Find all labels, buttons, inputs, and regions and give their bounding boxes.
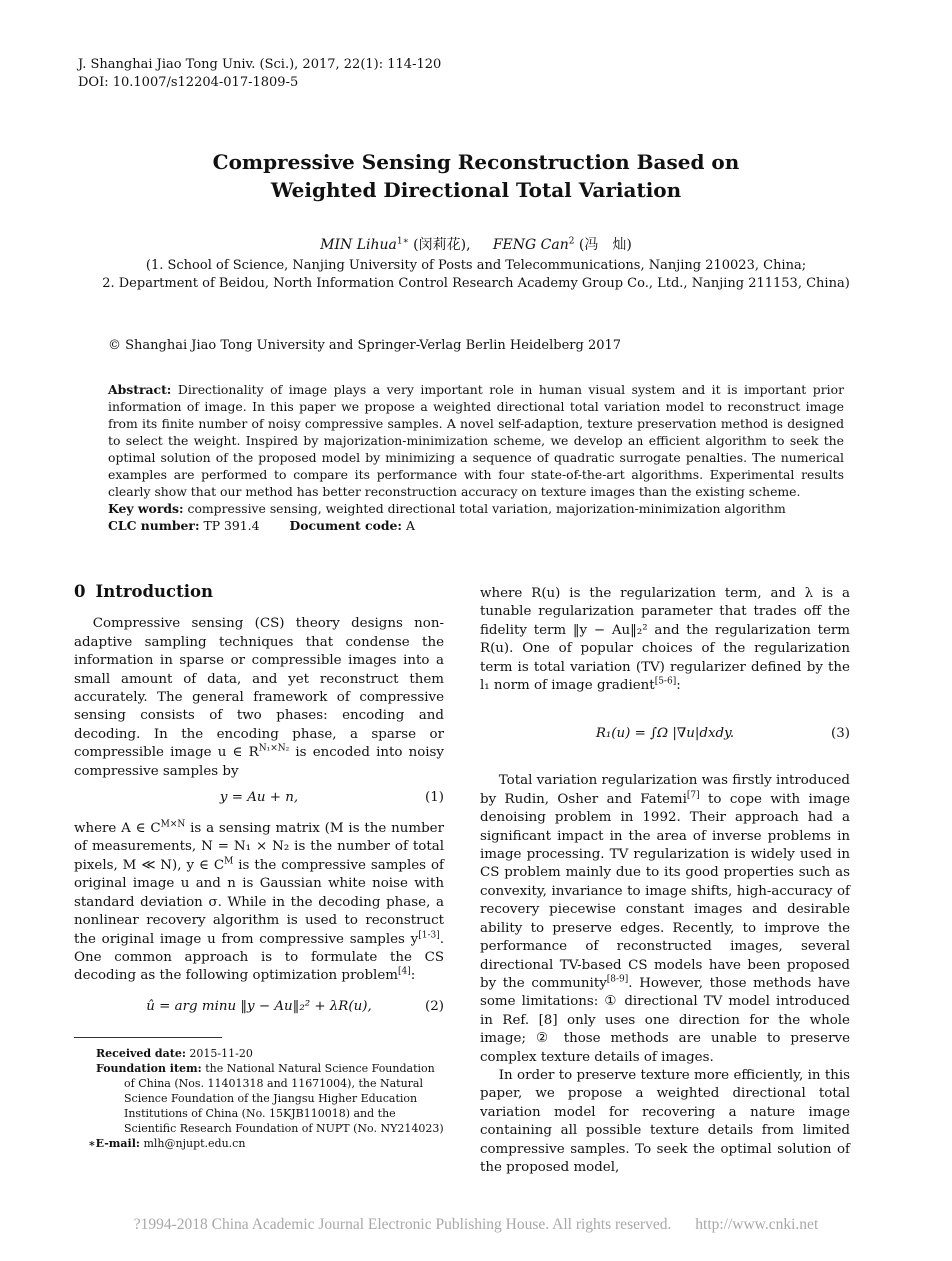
clc-label: CLC number: (108, 518, 200, 533)
author-1-name: MIN Lihua (320, 237, 397, 253)
citation-line: J. Shanghai Jiao Tong Univ. (Sci.), 2017, 22(1): 114-120 (78, 57, 442, 72)
abstract-block (108, 381, 844, 534)
footnotes (88, 1046, 446, 1151)
footer-url[interactable]: http://www.cnki.net (695, 1216, 819, 1233)
author-line (0, 236, 952, 254)
equation-2 (74, 998, 444, 1020)
affiliation-1: (1. School of Science, Nanjing University of Posts and Telecommunications, Nanjing 210023, China; (145, 258, 807, 273)
abstract-label: Abstract: (108, 382, 172, 397)
author-2-sup: 2 (568, 236, 575, 247)
author-2-chinese: (冯 灿) (574, 237, 632, 253)
document-code-label: Document code: (289, 518, 402, 533)
clc-line (108, 517, 844, 534)
equation-1 (74, 789, 444, 811)
equation-1-number: (1) (425, 790, 444, 806)
affiliation-2: 2. Department of Beidou, North Information Control Research Academy Group Co., Ltd., Nanjing 211153, China) (102, 276, 850, 291)
intro-paragraph-5: In order to preserve texture more efficiently, in this paper, we propose a weighted directional total variation model for recovering a nature image containing all possible texture details from limited compressive samples. To seek the optimal solution of the proposed model, (480, 1067, 850, 1175)
title-line-2: Weighted Directional Total Variation (270, 178, 682, 202)
equation-2-body: û = arg min‍u ‖y − Au‖₂² + λR(u), (146, 998, 372, 1014)
equation-2-number: (2) (425, 998, 444, 1014)
journal-header (78, 56, 441, 92)
intro-paragraph-4: Total variation regularization was firstly introduced by Rudin, Osher and Fatemi[7] to cope with image denoising problem in 1992. Their approach had a significant impact in the area of inverse problems in image processing. TV regularization is widely used in CS problem mainly due to its good properties such as convexity, invariance to image shifts, high-accuracy of recovery piecewise constant images and desirable ability to preserve edges. Recently, to improve the performance of reconstructed images, several directional TV-based CS models have been proposed by the community[8-9]. However, those methods have some limitations: ① directional TV model introduced in Ref. [8] only uses one direction for the whole image; ② those methods are unable to preserve complex texture details of images. (480, 773, 850, 1065)
left-column (74, 583, 444, 1029)
keywords-label: Key words: (108, 501, 184, 516)
footnote-divider (74, 1037, 222, 1038)
clc-value: TP 391.4 (203, 518, 260, 533)
equation-3-number: (3) (831, 726, 850, 742)
author-2-name: FENG Can (492, 237, 569, 253)
title-line-1: Compressive Sensing Reconstruction Based on (212, 150, 740, 174)
section-title: Introduction (95, 582, 213, 601)
page-footer (0, 1216, 952, 1234)
corresponding-email: ∗E-mail: mlh@njupt.edu.cn (88, 1137, 246, 1150)
keywords-text: compressive sensing, weighted directional total variation, majorization-minimization algorithm (187, 501, 786, 516)
received-date: Received date: 2015-11-20 (96, 1047, 253, 1060)
equation-1-body: y = Au + n, (219, 790, 299, 806)
document-code-value: A (405, 518, 415, 533)
keywords-line (108, 500, 844, 517)
footer-copyright: ?1994-2018 China Academic Journal Electronic Publishing House. All rights reserved. (133, 1216, 672, 1233)
section-number: 0 (74, 582, 86, 601)
copyright-notice: © Shanghai Jiao Tong University and Springer-Verlag Berlin Heidelberg 2017 (108, 338, 622, 353)
equation-3-body: R₁(u) = ∫Ω |∇u|dxdy. (595, 726, 735, 742)
doi-line: DOI: 10.1007/s12204-017-1809-5 (78, 75, 299, 90)
author-1-chinese: (闵莉花), (408, 237, 471, 253)
abstract-paragraph (108, 381, 844, 500)
intro-paragraph-2: where A ∈ $C^{M\times N}$ is a sensing matrix (M is the number of measurements, N = N₁ × N₂ is the number of total pixels, M ≪ N), y ∈ $C^M$ is the compressive samples of original image u and n is Gaussian white noise with standard deviation σ. While in the decoding phase, a nonlinear recovery algorithm is used to reconstruct the original image u from compressive samples y[1-3]. One common approach is to formulate the CS decoding as the following optimization problem[4]: (74, 819, 445, 984)
abstract-text: Directionality of image plays a very important role in human visual system and it is important prior information of image. In this paper we propose a weighted directional total variation model to reconstruct image from its finite number of noisy compressive samples. A novel self-adaption, texture preservation method is designed to select the weight. Inspired by majorization-minimization scheme, we develop an efficient algorithm to seek the optimal solution of the proposed model by minimizing a sequence of quadratic surrogate penalties. The numerical examples are performed to compare its performance with four state-of-the-art algorithms. Experimental results clearly show that our method has better reconstruction accuracy on texture images than the existing scheme. (108, 382, 844, 499)
affiliations (60, 257, 892, 293)
intro-paragraph-1: Compressive sensing (CS) theory designs non-adaptive sampling techniques that condense the information in sparse or compressible images into a small amount of data, and yet reconstruct them accurately. The general framework of compressive sensing consists of two phases: encoding and decoding. In the encoding phase, a sparse or compressible image u ∈ $R^{N_1\times N_2}$ is encoded into noisy compressive samples by (74, 616, 444, 779)
paper-title (0, 148, 952, 204)
right-column (480, 585, 850, 1177)
intro-paragraph-3: where R(u) is the regularization term, and λ is a tunable regularization parameter that trades off the fidelity term ‖y − Au‖₂² and the regularization term R(u). One of popular choices of the regularization term is total variation (TV) regularizer defined by the l₁ norm of image gradient[5-6]: (480, 586, 850, 694)
foundation-item: Foundation item: the National Natural Science Foundation of China (Nos. 11401318 and 11671004), the Natural Science Foundation of the Jiangsu Higher Education Institutions of China (No. 15KJB110018) and the Scientific Research Foundation of NUPT (No. NY214023) (96, 1062, 444, 1135)
equation-3 (480, 703, 850, 763)
author-1-sup: 1∗ (396, 236, 409, 247)
section-heading (74, 583, 444, 601)
